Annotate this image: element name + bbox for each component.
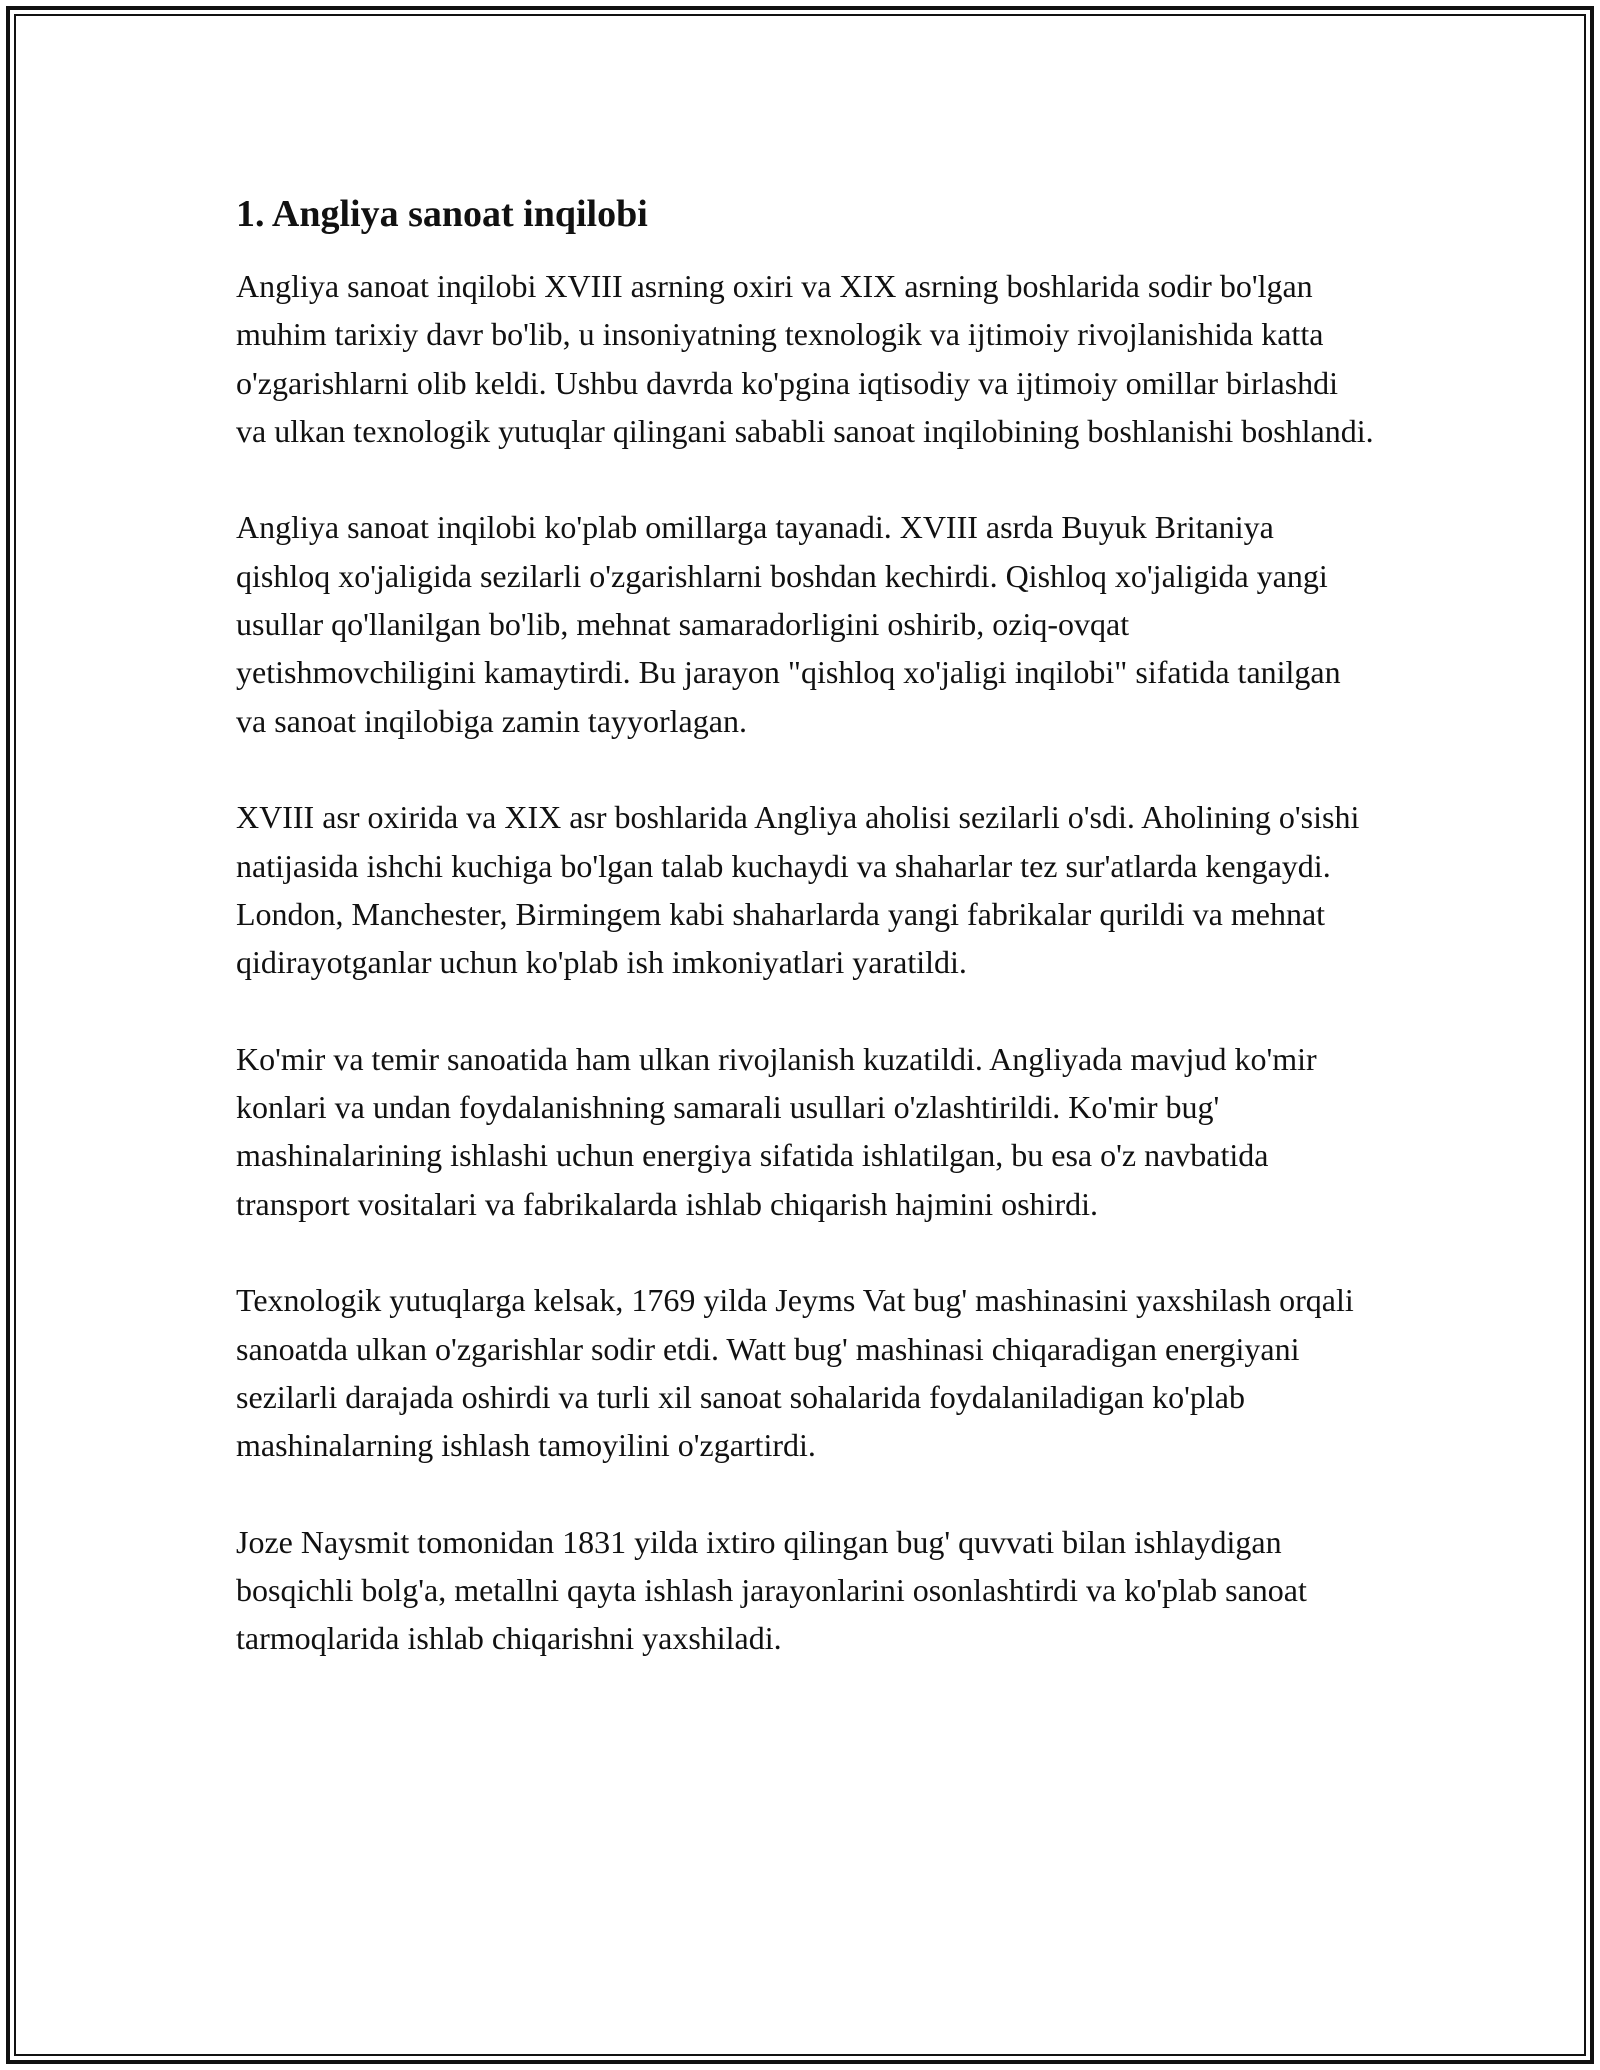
paragraph-4: Ko'mir va temir sanoatida ham ulkan rivojlanish kuzatildi. Angliyada mavjud ko'mir konlari va undan foydalanishning samarali usullari o'zlashtirildi. Ko'mir bug' mashinalarining ishlashi uchun energiya sifatida ishlatilgan, bu esa o'z navbatida transport vositalari va fabrikalarda ishlab chiqarish hajmini oshirdi. bbox=[236, 1040, 1317, 1222]
document-body bbox=[236, 190, 1376, 1663]
paragraph-1: Angliya sanoat inqilobi XVIII asrning oxiri va XIX asrning boshlarida sodir bo'lgan muhim tarixiy davr bo'lib, u insoniyatning texnologik va ijtimoiy rivojlanishida katta o'zgarishlarni olib keldi. Ushbu davrda ko'pgina iqtisodiy va ijtimoiy omillar birlashdi va ulkan texnologik yutuqlar qilingani sababli sanoat inqilobining boshlanishi boshlandi. bbox=[236, 268, 1374, 449]
section-title: 1. Angliya sanoat inqilobi bbox=[236, 193, 648, 235]
paragraph-6: Joze Naysmit tomonidan 1831 yilda ixtiro qilingan bug' quvvati bilan ishlaydigan bosqichli bolg'a, metallni qayta ishlash jarayonlarini osonlashtirdi va ko'plab sanoat tarmoqlarida ishlab chiqarishni yaxshiladi. bbox=[236, 1523, 1307, 1657]
paragraph-3: XVIII asr oxirida va XIX asr boshlarida Angliya aholisi sezilarli o'sdi. Aholining o'sishi natijasida ishchi kuchiga bo'lgan talab kuchaydi va shaharlar tez sur'atlarda kengaydi. London, Manchester, Birmingem kabi shaharlarda yangi fabrikalar qurildi va mehnat qidirayotganlar uchun ko'plab ish imkoniyatlari yaratildi. bbox=[236, 799, 1360, 981]
paragraph-2: Angliya sanoat inqilobi ko'plab omillarga tayanadi. XVIII asrda Buyuk Britaniya qishloq xo'jaligida sezilarli o'zgarishlarni boshdan kechirdi. Qishloq xo'jaligida yangi usullar qo'llanilgan bo'lib, mehnat samaradorligini oshirib, oziq-ovqat yetishmovchiligini kamaytirdi. Bu jarayon "qishloq xo'jaligi inqilobi" sifatida tanilgan va sanoat inqilobiga zamin tayyorlagan. bbox=[236, 509, 1341, 739]
paragraph-5: Texnologik yutuqlarga kelsak, 1769 yilda Jeyms Vat bug' mashinasini yaxshilash orqali sanoatda ulkan o'zgarishlar sodir etdi. Watt bug' mashinasi chiqaradigan energiyani sezilarli darajada oshirdi va turli xil sanoat sohalarida foydalaniladigan ko'plab mashinalarning ishlash tamoyilini o'zgartirdi. bbox=[236, 1282, 1354, 1464]
